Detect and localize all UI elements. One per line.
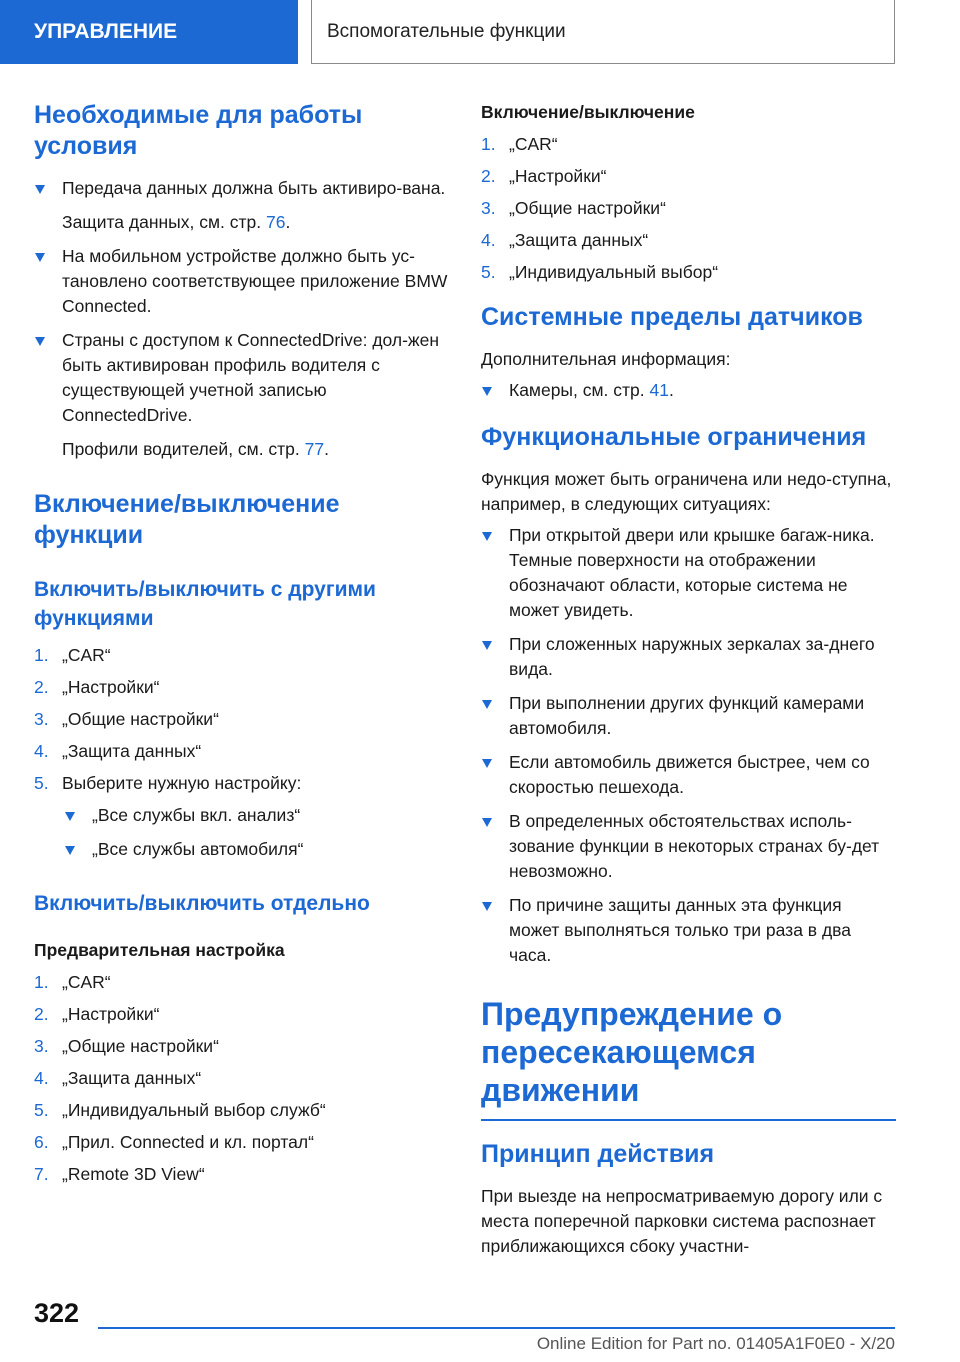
triangle-bullet-icon <box>482 759 492 768</box>
triangle-bullet-icon <box>482 641 492 650</box>
chapter-header <box>311 0 895 64</box>
bullet-item: При выполнении других функций камерами автомобиля. <box>481 691 896 741</box>
reference-note: Защита данных, см. стр. 76. <box>62 212 291 232</box>
triangle-bullet-icon <box>482 387 492 396</box>
left-column <box>34 100 449 1194</box>
list-item: 1. „CAR“ <box>34 645 111 665</box>
bullet-item: Если автомобиль движется быстрее, чем со скоростью пешехода. <box>481 750 896 800</box>
footer-divider <box>98 1327 895 1329</box>
bullet-item: На мобильном устройстве должно быть ус-тановлено соответствующее приложение BMW Connected. <box>34 244 449 319</box>
right-column <box>481 100 896 1265</box>
principle-text: При выезде на непросматриваемую дорогу или с места поперечной парковки система распознает приближающихся сбоку участни- <box>481 1186 883 1256</box>
list-item: 5. Выберите нужную настройку: <box>34 773 302 793</box>
requirements-heading: Необходимые для работы условия <box>34 101 363 160</box>
sub-bullet-item: „Все службы автомобиля“ <box>34 837 449 862</box>
sensor-text: Дополнительная информация: <box>481 349 731 369</box>
triangle-bullet-icon <box>35 185 45 194</box>
list-item: 2. „Настройки“ <box>34 1004 160 1024</box>
list-item: 3. „Общие настройки“ <box>481 198 666 218</box>
bullet-item: По причине защиты данных эта функция может выполняться только три раза в два часа. <box>481 893 896 968</box>
with-others-heading: Включить/выключить с другими функциями <box>34 578 376 630</box>
principle-heading: Принцип действия <box>481 1140 715 1168</box>
edition-text: Online Edition for Part no. 01405A1F0E0 - X/20 <box>536 1334 895 1353</box>
list-item: 3. „Общие настройки“ <box>34 709 219 729</box>
reference-note: Профили водителей, см. стр. 77. <box>62 439 329 459</box>
triangle-bullet-icon <box>35 337 45 346</box>
function-limits-text: Функция может быть ограничена или недо-ступна, например, в следующих ситуациях: <box>481 469 892 514</box>
onoff-heading: Включение/выключение <box>481 102 695 122</box>
section-tab <box>0 0 298 64</box>
list-item: 2. „Настройки“ <box>34 677 160 697</box>
page-link[interactable]: 76 <box>265 212 286 232</box>
bullet-item: При открытой двери или крышке багаж-ника. Темные поверхности на отображении обозначают области, которые система не может увидеть. <box>481 523 896 623</box>
triangle-bullet-icon <box>65 846 75 855</box>
list-item: 1. „CAR“ <box>34 972 111 992</box>
cross-traffic-heading: Предупреждение о пересекающемся движении <box>481 996 783 1108</box>
list-item: 2. „Настройки“ <box>481 166 607 186</box>
bullet-item: При сложенных наружных зеркалах за-днего вида. <box>481 632 896 682</box>
list-item: 3. „Общие настройки“ <box>34 1036 219 1056</box>
list-item: 1. „CAR“ <box>481 134 558 154</box>
section-title: УПРАВЛЕНИЕ <box>34 20 178 43</box>
presetting-heading: Предварительная настройка <box>34 940 285 960</box>
triangle-bullet-icon <box>482 902 492 911</box>
bullet-item: Передача данных должна быть активиро-вана. <box>34 176 449 201</box>
page-link[interactable]: 41 <box>649 380 669 400</box>
bullet-item: В определенных обстоятельствах исполь-зование функции в некоторых странах бу-дет невозможно. <box>481 809 896 884</box>
page-link[interactable]: 77 <box>304 439 325 459</box>
function-limits-heading: Функциональные ограничения <box>481 423 867 451</box>
sensor-limits-heading: Системные пределы датчиков <box>481 303 863 331</box>
triangle-bullet-icon <box>482 700 492 709</box>
chapter-title: Вспомогательные функции <box>327 20 566 42</box>
bullet-item: Камеры, см. стр. 41. <box>481 378 896 403</box>
triangle-bullet-icon <box>482 532 492 541</box>
list-item: 4. „Защита данных“ <box>481 230 649 250</box>
onoff-heading: Включение/выключение функции <box>34 490 340 549</box>
list-item: 4. „Защита данных“ <box>34 1068 202 1088</box>
separate-heading: Включить/выключить отдельно <box>34 892 370 915</box>
heading-divider <box>481 1119 896 1121</box>
list-item: 4. „Защита данных“ <box>34 741 202 761</box>
list-item: 7. „Remote 3D View“ <box>34 1164 205 1184</box>
sub-bullet-item: „Все службы вкл. анализ“ <box>34 803 449 828</box>
triangle-bullet-icon <box>65 812 75 821</box>
page-number: 322 <box>34 1298 80 1328</box>
triangle-bullet-icon <box>482 818 492 827</box>
triangle-bullet-icon <box>35 253 45 262</box>
list-item: 5. „Индивидуальный выбор“ <box>481 262 719 282</box>
list-item: 6. „Прил. Connected и кл. портал“ <box>34 1132 314 1152</box>
bullet-item: Страны с доступом к ConnectedDrive: дол-жен быть активирован профиль водителя с существующей учетной записью ConnectedDrive. <box>34 328 449 428</box>
list-item: 5. „Индивидуальный выбор служб“ <box>34 1100 326 1120</box>
